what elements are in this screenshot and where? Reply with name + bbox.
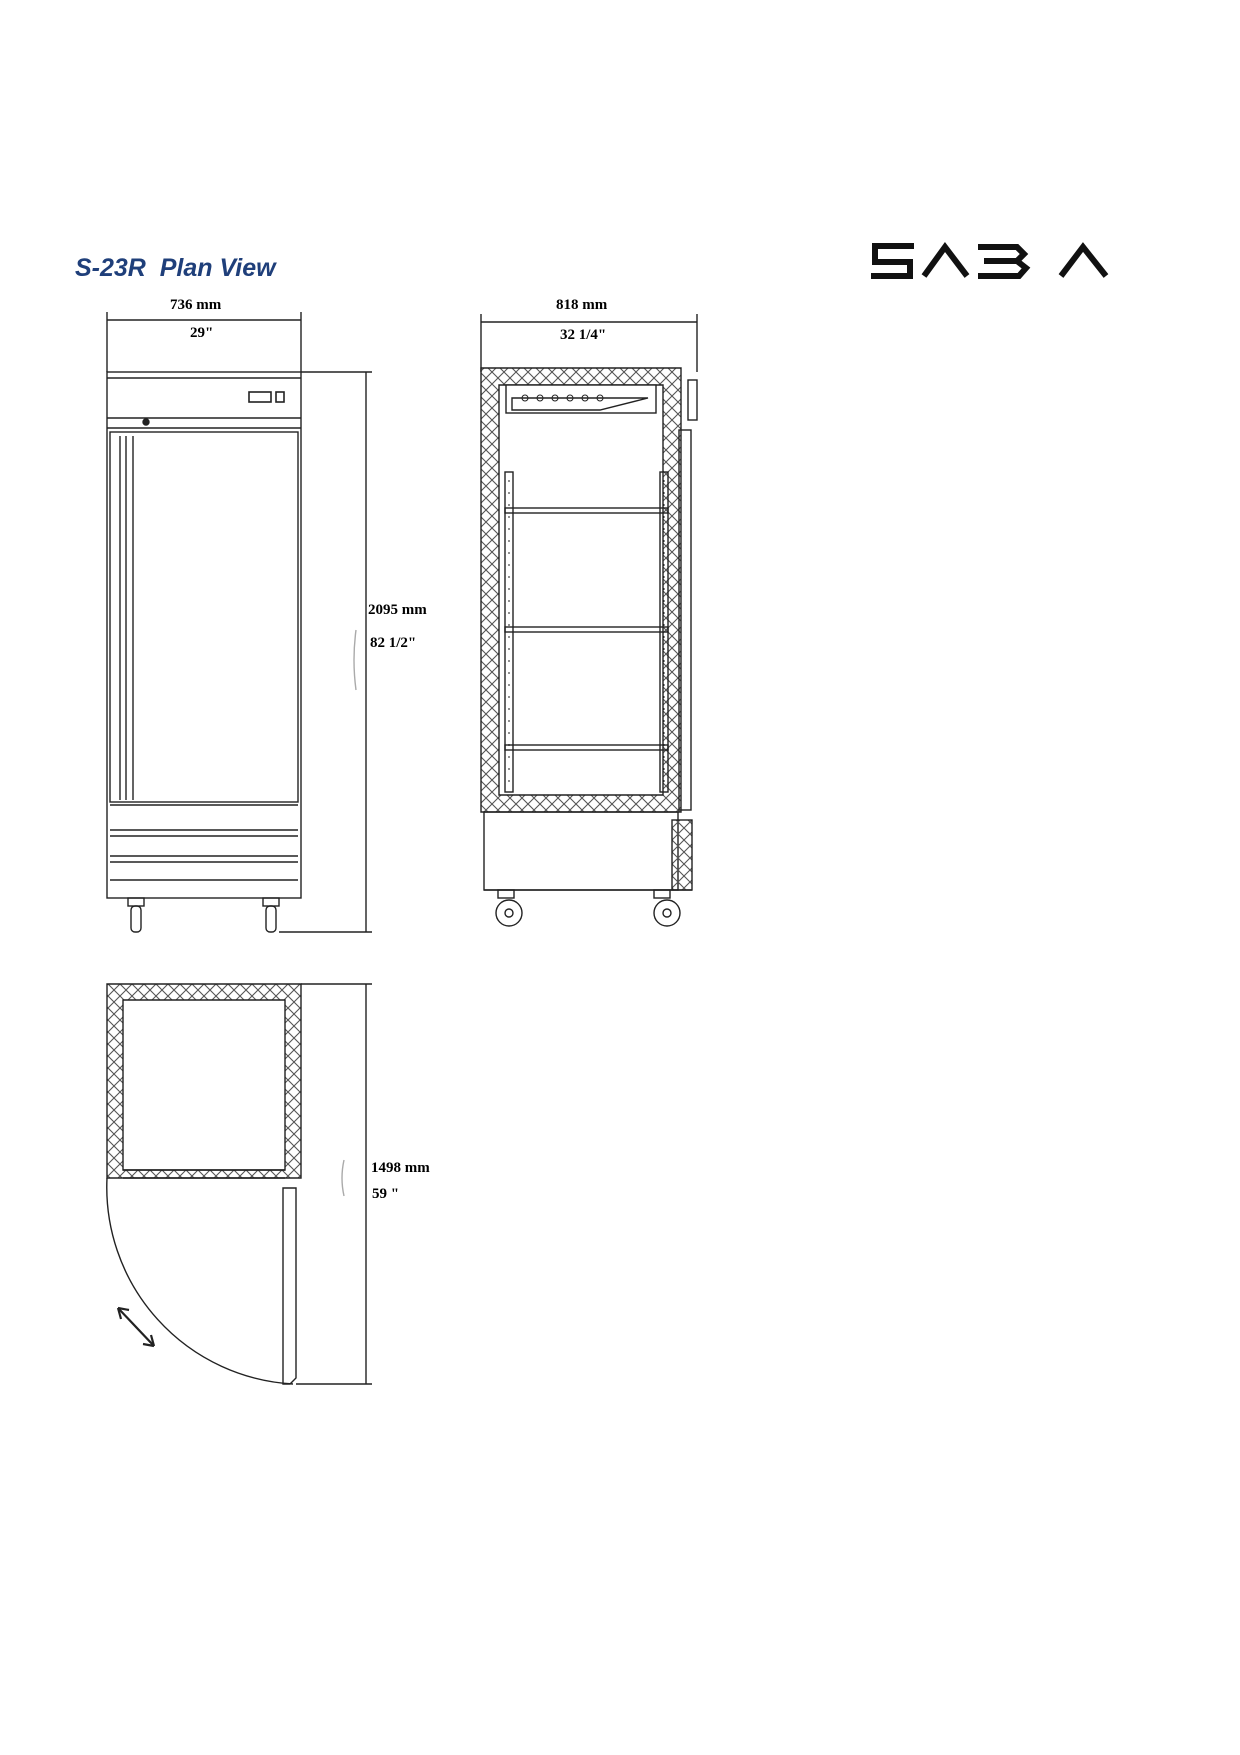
- front-width-in-label: 29": [190, 325, 214, 341]
- front-view: [107, 312, 372, 932]
- page-title: S-23R Plan View: [75, 254, 276, 282]
- saba-logo: [871, 246, 1106, 276]
- plan-view: [107, 984, 372, 1384]
- side-depth-in-label: 32 1/4": [560, 327, 607, 343]
- side-view: [481, 314, 697, 926]
- front-height-in-label: 82 1/2": [370, 635, 417, 651]
- front-height-mm-label: 2095 mm: [368, 602, 427, 618]
- side-depth-mm-label: 818 mm: [556, 297, 608, 313]
- plan-depth-mm-label: 1498 mm: [371, 1160, 430, 1176]
- front-width-mm-label: 736 mm: [170, 297, 222, 313]
- plan-depth-in-label: 59 ": [372, 1186, 400, 1202]
